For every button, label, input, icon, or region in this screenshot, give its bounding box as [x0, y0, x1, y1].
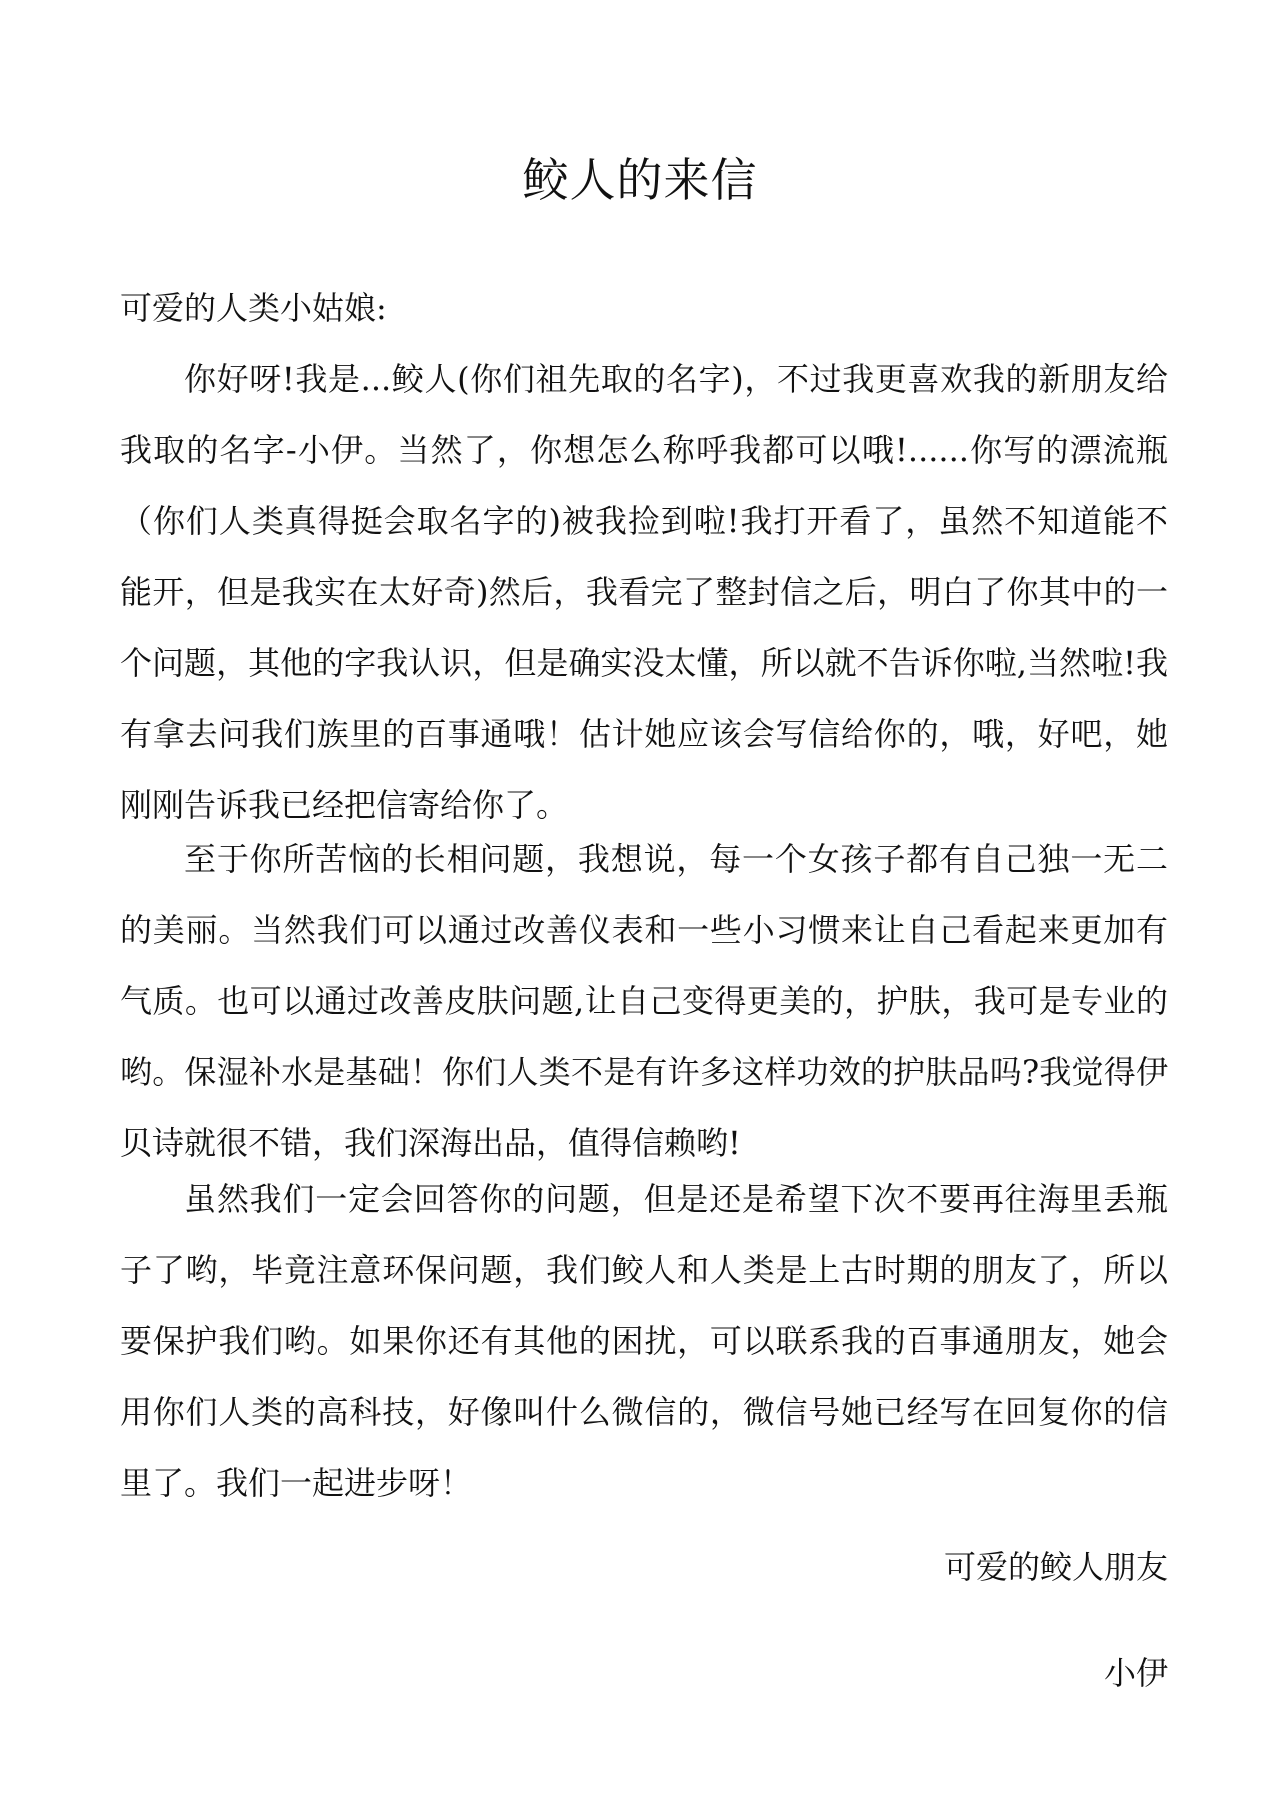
- letter-title: 鲛人的来信: [522, 153, 758, 207]
- letter-closing: 可爱的鲛人朋友: [943, 1548, 1168, 1586]
- letter-paragraph-3: 虽然我们一定会回答你的问题，但是还是希望下次不要再往海里丢瓶子了哟，毕竟注意环保问题，我们鲛人和人类是上古时期的朋友了，所以要保护我们哟。如果你还有其他的困扰，可以联系我的百事通朋友，她会用你们人类的高科技，好像叫什么微信的，微信号她已经写在回复你的信里了。我们一起进步呀！: [120, 1180, 1168, 1502]
- letter-greeting: 可爱的人类小姑娘:: [120, 289, 387, 327]
- letter-paragraph-1: 你好呀!我是...鲛人(你们祖先取的名字)，不过我更喜欢我的新朋友给我取的名字-小伊。当然了，你想怎么称呼我都可以哦!......你写的漂流瓶（你们人类真得挺会取名字的)被我捡到啦!我打开看了，虽然不知道能不能开，但是我实在太好奇)然后，我看完了整封信之后，明白了你其中的一个问题，其他的字我认识，但是确实没太懂，所以就不告诉你啦,当然啦!我有拿去问我们族里的百事通哦！估计她应该会写信给你的，哦，好吧，她刚刚告诉我已经把信寄给你了。: [120, 360, 1168, 824]
- letter-paragraph-2: 至于你所苦恼的长相问题，我想说，每一个女孩子都有自己独一无二的美丽。当然我们可以通过改善仪表和一些小习惯来让自己看起来更加有气质。也可以通过改善皮肤问题,让自己变得更美的，护肤，我可是专业的哟。保湿补水是基础！你们人类不是有许多这样功效的护肤品吗?我觉得伊贝诗就很不错，我们深海出品，值得信赖哟!: [120, 840, 1168, 1162]
- letter-signature: 小伊: [1103, 1654, 1168, 1692]
